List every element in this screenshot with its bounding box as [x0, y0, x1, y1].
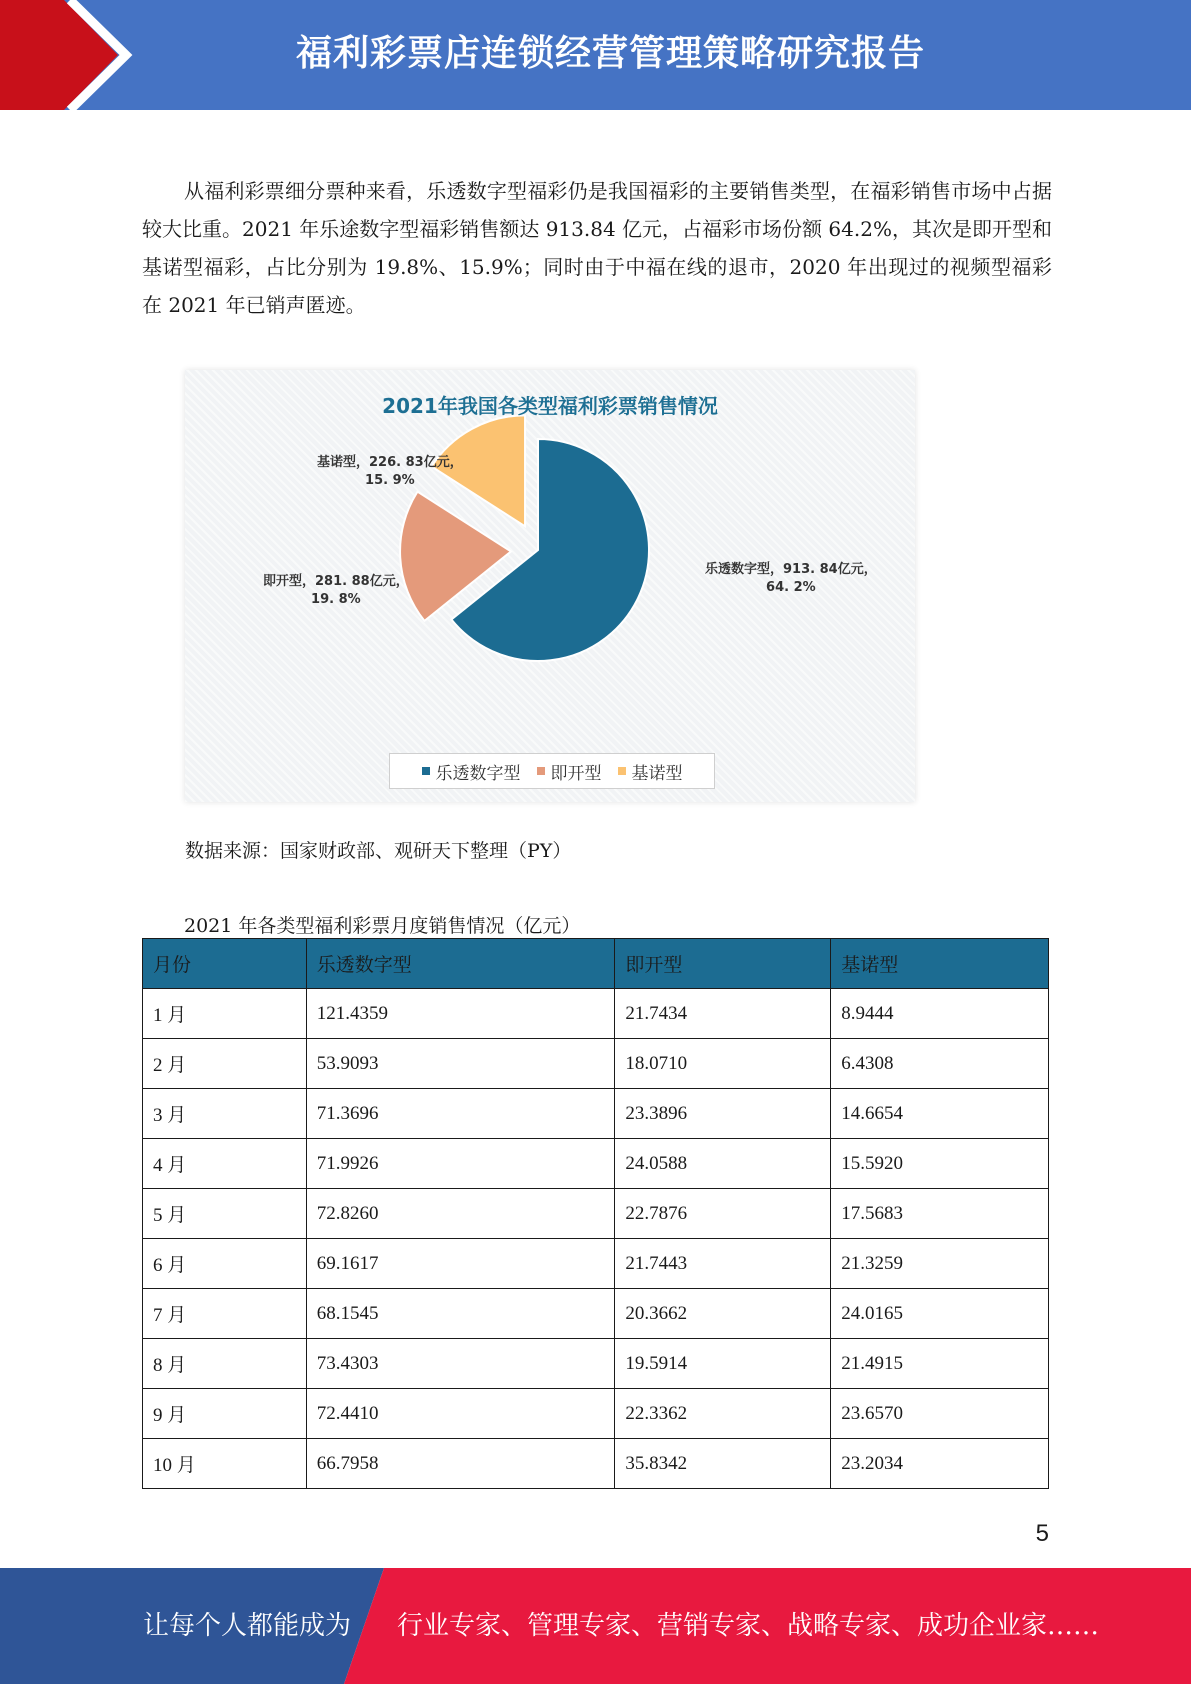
- table-row: [143, 1389, 1049, 1439]
- table-cell-letou: 53.9093: [306, 1039, 615, 1089]
- table-row: [143, 1339, 1049, 1389]
- table-row: [143, 1289, 1049, 1339]
- table-row: [143, 1189, 1049, 1239]
- legend-item-letou: [422, 759, 521, 784]
- table-cell-month: 8 月: [143, 1339, 307, 1389]
- column-header-jikai: 即开型: [615, 939, 831, 989]
- table-cell-jikai: 22.3362: [615, 1389, 831, 1439]
- slice-label-letou-line2: 64. 2%: [766, 580, 816, 595]
- table-cell-letou: 69.1617: [306, 1239, 615, 1289]
- legend-label-jinuo: 基诺型: [631, 763, 683, 784]
- table-cell-jikai: 23.3896: [615, 1089, 831, 1139]
- table-row: [143, 989, 1049, 1039]
- table-cell-letou: 72.4410: [306, 1389, 615, 1439]
- table-cell-jikai: 21.7443: [615, 1239, 831, 1289]
- table-cell-letou: 73.4303: [306, 1339, 615, 1389]
- slice-label-jikai-line2: 19. 8%: [311, 592, 361, 607]
- slice-label-jikai: [263, 573, 409, 609]
- page-header: [0, 0, 1191, 110]
- legend-label-jikai: 即开型: [550, 763, 602, 784]
- chart-title: 2021年我国各类型福利彩票销售情况: [382, 394, 718, 418]
- intro-paragraph: 从福利彩票细分票种来看，乐透数字型福彩仍是我国福彩的主要销售类型，在福彩销售市场中占据较大比重。2021 年乐途数字型福彩销售额达 913.84 亿元，占福彩市场份额 64.2%，其次是即开型和基诺型福彩，占比分别为 19.8%、15.9%；同时由于中福在线的退市，2020 年出现过的视频型福彩在 2021 年已销声匿迹。: [142, 179, 1052, 317]
- table-row: [143, 1439, 1049, 1489]
- table-cell-jikai: 22.7876: [615, 1189, 831, 1239]
- table-cell-jinuo: 23.6570: [831, 1389, 1049, 1439]
- page-number: 5: [1035, 1520, 1049, 1547]
- footer-slogan-right: 行业专家、管理专家、营销专家、战略专家、成功企业家……: [397, 1611, 1100, 1641]
- table-cell-jinuo: 17.5683: [831, 1189, 1049, 1239]
- slice-label-jinuo-line1: 基诺型，226. 83亿元，: [317, 455, 463, 470]
- table-cell-jinuo: 23.2034: [831, 1439, 1049, 1489]
- table-cell-jinuo: 8.9444: [831, 989, 1049, 1039]
- table-cell-jikai: 20.3662: [615, 1289, 831, 1339]
- legend-swatch-jikai: [537, 767, 545, 775]
- chart-legend: [389, 753, 715, 789]
- table-cell-jikai: 21.7434: [615, 989, 831, 1039]
- slice-label-jinuo: [317, 454, 463, 490]
- table-row: [143, 1139, 1049, 1189]
- slice-label-jinuo-line2: 15. 9%: [365, 473, 415, 488]
- footer-slogan-left: 让每个人都能成为: [143, 1611, 352, 1641]
- table-cell-month: 3 月: [143, 1089, 307, 1139]
- table-header-row: [143, 939, 1049, 989]
- legend-label-letou: 乐透数字型: [435, 763, 521, 784]
- table-cell-jinuo: 21.4915: [831, 1339, 1049, 1389]
- page-footer: [0, 1568, 1191, 1684]
- table-cell-letou: 72.8260: [306, 1189, 615, 1239]
- table-row: [143, 1239, 1049, 1289]
- slice-label-letou-line1: 乐透数字型，913. 84亿元，: [705, 562, 877, 577]
- table-cell-month: 7 月: [143, 1289, 307, 1339]
- table-cell-month: 5 月: [143, 1189, 307, 1239]
- table-cell-month: 4 月: [143, 1139, 307, 1189]
- report-title: 福利彩票店连锁经营管理策略研究报告: [295, 33, 925, 74]
- table-cell-letou: 121.4359: [306, 989, 615, 1039]
- table-row: [143, 1089, 1049, 1139]
- column-header-month: 月份: [143, 939, 307, 989]
- table-caption: 2021 年各类型福利彩票月度销售情况（亿元）: [184, 915, 581, 937]
- table-cell-letou: 66.7958: [306, 1439, 615, 1489]
- legend-swatch-letou: [422, 767, 430, 775]
- table-cell-month: 10 月: [143, 1439, 307, 1489]
- table-cell-jinuo: 21.3259: [831, 1239, 1049, 1289]
- table-cell-jikai: 35.8342: [615, 1439, 831, 1489]
- table-cell-jinuo: 24.0165: [831, 1289, 1049, 1339]
- table-row: [143, 1039, 1049, 1089]
- table-cell-jikai: 24.0588: [615, 1139, 831, 1189]
- table-cell-jikai: 19.5914: [615, 1339, 831, 1389]
- monthly-sales-table: [142, 938, 1049, 1489]
- table-cell-jinuo: 15.5920: [831, 1139, 1049, 1189]
- table-cell-jinuo: 14.6654: [831, 1089, 1049, 1139]
- legend-item-jikai: [537, 759, 602, 784]
- pie-chart-card: [185, 370, 915, 802]
- slice-label-letou: [705, 561, 877, 597]
- column-header-jinuo: 基诺型: [831, 939, 1049, 989]
- data-source-note: 数据来源：国家财政部、观研天下整理（PY）: [185, 840, 572, 862]
- table-cell-letou: 71.3696: [306, 1089, 615, 1139]
- table-cell-month: 6 月: [143, 1239, 307, 1289]
- table-cell-month: 1 月: [143, 989, 307, 1039]
- legend-item-jinuo: [618, 759, 683, 784]
- table-cell-letou: 71.9926: [306, 1139, 615, 1189]
- table-cell-jikai: 18.0710: [615, 1039, 831, 1089]
- table-cell-jinuo: 6.4308: [831, 1039, 1049, 1089]
- table-cell-letou: 68.1545: [306, 1289, 615, 1339]
- column-header-letou: 乐透数字型: [306, 939, 615, 989]
- table-cell-month: 9 月: [143, 1389, 307, 1439]
- slice-label-jikai-line1: 即开型，281. 88亿元，: [263, 574, 409, 589]
- legend-swatch-jinuo: [618, 767, 626, 775]
- table-cell-month: 2 月: [143, 1039, 307, 1089]
